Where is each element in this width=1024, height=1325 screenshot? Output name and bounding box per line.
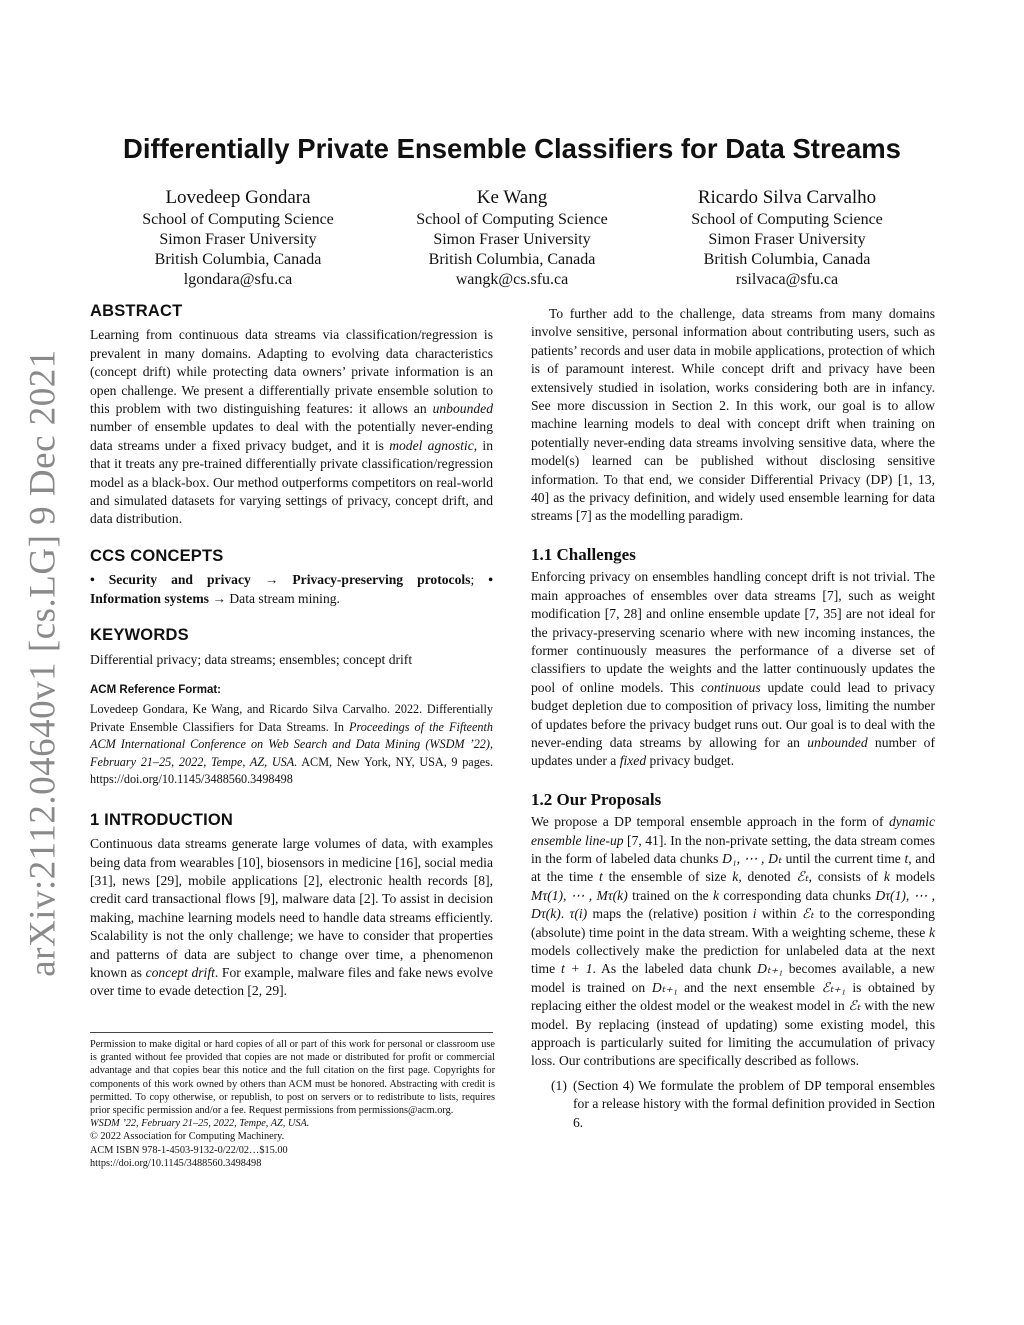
challenges-emphasis: continuous — [700, 679, 761, 695]
math-expression: k — [732, 869, 739, 885]
ccs-separator: ; — [470, 572, 489, 588]
proposals-text: and the next ensemble — [677, 979, 822, 995]
ccs-term: • Security and privacy — [90, 572, 251, 588]
contribution-list-item — [531, 1077, 935, 1132]
proposals-text: within — [756, 906, 802, 922]
challenges-emphasis: unbounded — [807, 734, 868, 750]
author-university: Simon Fraser University — [708, 231, 866, 248]
math-expression: Dτ(1), ⋯ , Dτ(k) — [531, 887, 935, 922]
abstract-emphasis: unbounded — [432, 401, 493, 417]
conference-venue: WSDM ’22, February 21–25, 2022, Tempe, AZ, USA. — [90, 1118, 310, 1130]
footnote-divider — [90, 1032, 493, 1033]
author-email: wangk@cs.sfu.ca — [455, 271, 569, 288]
challenges-emphasis: fixed — [619, 753, 647, 769]
author-location: British Columbia, Canada — [154, 251, 322, 268]
math-expression: Mτ(1), ⋯ , Mτ(k) — [531, 887, 628, 903]
proposals-text: the ensemble of size — [602, 869, 733, 885]
keywords-body: Differential privacy; data streams; ensembles; concept drift — [90, 651, 413, 667]
introduction-body — [90, 835, 493, 1001]
arxiv-identifier: arXiv:2112.04640v1 [cs.LG] 9 Dec 2021 — [22, 348, 64, 977]
proposals-text: to the corresponding (absolute) time point in the data stream. With a weighting scheme, these — [531, 906, 935, 940]
author-block-3 — [667, 186, 907, 290]
author-department: School of Computing Science — [416, 211, 608, 228]
proposals-text: until the current time — [781, 850, 905, 866]
introduction-text: Continuous data streams generate large volumes of data, with examples being data from wearables [10], biosensors in medicine [16], social media [31], news [29], mobile applications [2], electronic health records [8], credit card transactional flows [9], malware data [2]. To assist in decision making, machine learning models need to handle data streams efficiently. Scalability is not the only challenge; we have to consider that properties and patterns of data are subject to change over time, a phenomenon known as — [90, 836, 493, 981]
author-university: Simon Fraser University — [159, 231, 317, 248]
acm-reference-heading: ACM Reference Format: — [90, 683, 221, 696]
introduction-text: . For example, malware files and fake news evolve over time to evade detection [2, 29]. — [90, 965, 493, 999]
math-expression: ℰₜ — [796, 869, 809, 885]
ccs-arrow: → — [208, 590, 230, 606]
math-expression: i — [752, 906, 757, 922]
acm-reference-body — [90, 701, 493, 789]
author-email: rsilvaca@sfu.ca — [735, 271, 839, 288]
copyright-notice: © 2022 Association for Computing Machinery. — [90, 1131, 285, 1143]
author-name: Lovedeep Gondara — [165, 187, 311, 208]
acm-reference-text: ACM, New York, NY, USA, 9 pages. https://doi.org/10.1145/3488560.3498498 — [90, 754, 494, 787]
challenges-heading: 1.1 Challenges — [531, 544, 636, 564]
ccs-heading: CCS CONCEPTS — [90, 546, 224, 565]
proposals-text: maps the (relative) position — [587, 906, 753, 922]
proposals-text: models — [889, 869, 935, 885]
math-expression: D₁, ⋯ , Dₜ — [722, 850, 782, 866]
paper-title: Differentially Private Ensemble Classifiers for Data Streams — [123, 133, 901, 164]
author-department: School of Computing Science — [691, 211, 883, 228]
author-university: Simon Fraser University — [433, 231, 591, 248]
proposals-text: , consists of — [808, 869, 884, 885]
challenges-body — [531, 568, 935, 770]
math-expression: ℰₜ — [801, 906, 815, 922]
math-expression: Dₜ₊₁ — [651, 979, 678, 995]
acm-reference-text: Lovedeep Gondara, Ke Wang, and Ricardo Silva Carvalho. 2022. Differentially Private Ensemble Classifiers for Data Streams. In — [90, 702, 493, 734]
proposals-text: , denoted — [738, 869, 797, 885]
math-expression: k — [713, 887, 720, 903]
challenges-text: update could lead to privacy budget depletion due to composition of privacy loss, limiting the number of updates before the privacy budget runs out. Our goal is to deal with the never-ending data streams by allowing for an — [531, 679, 935, 750]
ccs-arrow: → — [250, 572, 293, 588]
proposals-text: becomes available, a new model is trained on — [531, 961, 935, 995]
proposals-text: with the new model. By replacing (instead of updating) some existing model, this approach is particularly suited for limiting the accumulation of privacy loss. Our contributions are specifically described as follows. — [531, 998, 935, 1069]
author-name: Ke Wang — [476, 187, 548, 208]
proposals-text: models collectively make the prediction for unlabeled data at the next time — [531, 943, 935, 977]
proposals-heading: 1.2 Our Proposals — [531, 789, 662, 809]
keywords-heading: KEYWORDS — [90, 626, 189, 645]
abstract-text: , in that it treats any pre-trained differentially private classification/regression model as a black-box. Our method outperforms competitors on real-world and simulated datasets for varying settings of privacy, concept drift, and data distribution. — [90, 437, 493, 527]
proposals-emphasis: dynamic ensemble line-up — [531, 814, 935, 848]
abstract-body — [90, 326, 493, 528]
challenges-text: Enforcing privacy on ensembles handling concept drift is not trivial. The main approaches of ensembles over data streams [7], such as weight modification [7, 28] and online ensemble update [7, 35] are not ideal for the privacy-preserving scenario where with new incoming instances, the former continuously measures the performance of a diverse set of classifiers to update the weights and the latter continuously updates the pool of online models. This — [531, 569, 935, 695]
left-column — [90, 302, 493, 1001]
abstract-text: Learning from continuous data streams via classification/regression is prevalent in many domains. Adapting to evolving data characteristics (concept drift) while protecting data owners’ private information is an open challenge. We present a differentially private ensemble solution to this problem with two distinguishing features: it allows an — [90, 327, 493, 417]
proposals-text: trained on the — [627, 887, 714, 903]
math-expression: ℰₜ₊₁ — [821, 979, 846, 995]
permissions-text: Permission to make digital or hard copies of all or part of this work for personal or classroom use is granted without fee provided that copies are not made or distributed for profit or commercial advantage and that copies bear this notice and the full citation on the first page. Copyrights for components of this work owned by others than ACM must be honored. Abstracting with credit is permitted. To copy otherwise, or republish, to post on servers or to redistribute to lists, requires prior specific permission and/or a fee. Request permissions from permissions@acm.org. — [90, 1039, 495, 1117]
ccs-term: Privacy-preserving protocols — [292, 572, 471, 588]
proposals-text: . — [560, 906, 570, 922]
list-item-text: (Section 4) We formulate the problem of DP temporal ensembles for a release history with the formal definition provided in Section 6. — [573, 1077, 935, 1130]
proposals-text: We propose a DP temporal ensemble approach in the form of — [531, 814, 889, 830]
challenges-text: number of updates under a — [531, 734, 935, 769]
ccs-body — [90, 571, 493, 608]
proposals-body — [531, 813, 935, 1071]
author-location: British Columbia, Canada — [703, 251, 871, 268]
math-expression: t — [904, 850, 909, 866]
math-expression: k — [928, 924, 935, 940]
proposals-text: [7, 41]. In the non-private setting, the data stream comes in the form of labeled data chunks — [531, 832, 936, 866]
author-name: Ricardo Silva Carvalho — [697, 187, 877, 208]
isbn: ACM ISBN 978-1-4503-9132-0/22/02…$15.00 — [90, 1144, 288, 1156]
author-block-2 — [392, 186, 632, 290]
ccs-term: Data stream mining. — [229, 590, 340, 606]
permissions-footnote — [90, 1038, 495, 1170]
proposals-text: corresponding data chunks — [719, 887, 876, 903]
proposals-text: . As the labeled data chunk — [592, 961, 758, 977]
intro-paragraph-2: To further add to the challenge, data streams from many domains involve sensitive, personal information about contributing users, such as patients’ records and user data in mobile applications, protection of which is of paramount interest. While concept drift and privacy have been extensively studied in isolation, works considering both are in infancy. See more discussion in Section 2. In this work, our goal is to allow machine learning models to deal with concept drift when training on potentially never-ending data streams involving sensitive data, where the model(s) learned can be published without disclosing sensitive information. To that end, we consider Differential Privacy (DP) [1, 13, 40] as the privacy definition, and widely used ensemble learning for data streams [7] as the modelling paradigm. — [531, 306, 935, 524]
author-department: School of Computing Science — [142, 211, 334, 228]
author-block-1 — [118, 186, 358, 290]
abstract-text: number of ensemble updates to deal with the potentially never-ending data streams under a fixed privacy budget, and it is — [90, 419, 493, 453]
author-email: lgondara@sfu.ca — [183, 271, 293, 288]
acm-reference-venue: Proceedings of the Fifteenth ACM International Conference on Web Search and Data Mining (WSDM ’22), February 21–25, 2022, Tempe, AZ, USA. — [90, 719, 493, 769]
math-expression: t — [599, 869, 603, 885]
abstract-emphasis: model agnostic — [389, 437, 474, 453]
ccs-term: • Information systems — [90, 572, 493, 606]
math-expression: t + 1 — [561, 961, 593, 977]
abstract-heading: ABSTRACT — [90, 302, 183, 320]
proposals-text: is obtained by replacing either the oldest model or the weakest model in — [531, 979, 936, 1014]
list-item-number: (1) — [551, 1077, 567, 1093]
math-expression: ℰₜ — [848, 998, 861, 1014]
math-expression: Dₜ₊₁ — [757, 961, 783, 977]
proposals-text: , and at the time — [531, 850, 935, 885]
right-column — [531, 305, 935, 1132]
doi-link: https://doi.org/10.1145/3488560.3498498 — [90, 1157, 262, 1169]
math-expression: τ(i) — [569, 906, 588, 922]
math-expression: k — [883, 869, 890, 885]
arxiv-sidebar — [18, 348, 68, 977]
challenges-text: privacy budget. — [646, 753, 735, 769]
author-location: British Columbia, Canada — [428, 251, 596, 268]
introduction-emphasis: concept drift — [145, 965, 215, 981]
introduction-heading: 1 INTRODUCTION — [90, 810, 234, 829]
